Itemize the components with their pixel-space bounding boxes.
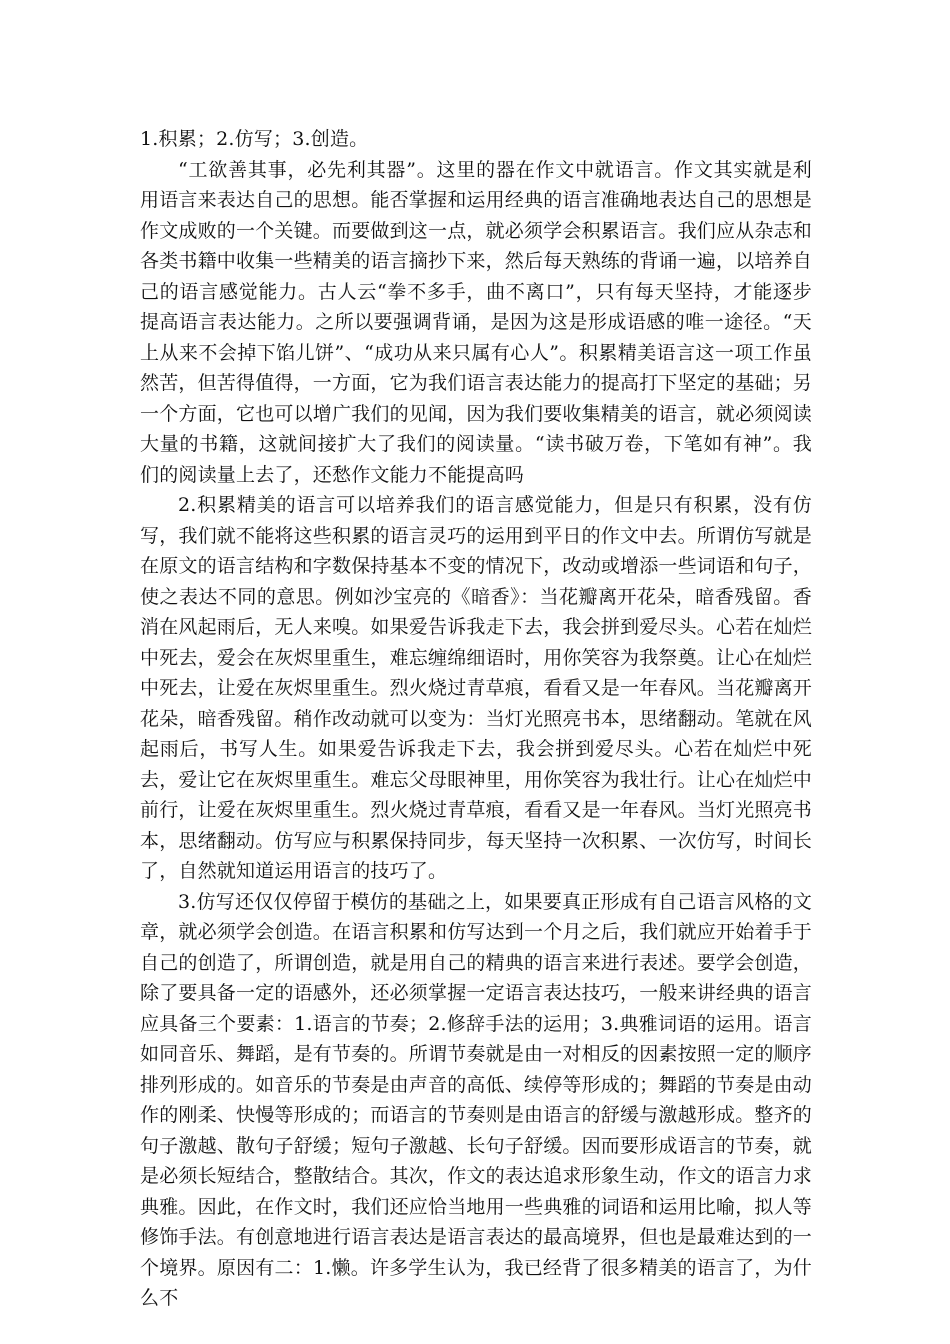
list-summary-paragraph: 1.积累；2.仿写；3.创造。 <box>140 128 369 150</box>
creation-paragraph: 3.仿写还仅仅停留于模仿的基础之上，如果要真正形成有自己语言风格的文章，就必须学会创造。在语言积累和仿写达到一个月之后，我们就应开始着手于自己的创造了，所谓创造，就是用自己的精典的语言来进行表述。要学会创造，除了要具备一定的语感外，还必须掌握一定语言表达技巧，一般来讲经典的语言应具备三个要素：1.语言的节奏；2.修辞手法的运用；3.典雅词语的运用。语言如同音乐、舞蹈，是有节奏的。所谓节奏就是由一对相反的因素按照一定的顺序排列形成的。如音乐的节奏是由声音的高低、续停等形成的；舞蹈的节奏是由动作的刚柔、快慢等形成的；而语言的节奏则是由语言的舒缓与激越形成。整齐的句子激越、散句子舒缓；短句子激越、长句子舒缓。因而要形成语言的节奏，就是必须长短结合，整散结合。其次，作文的表达追求形象生动，作文的语言力求典雅。因此，在作文时，我们还应恰当地用一些典雅的词语和运用比喻，拟人等修饰手法。有创意地进行语言表达是语言表达的最高境界，但也是最难达到的一个境界。原因有二：1.懒。许多学生认为，我已经背了很多精美的语言了，为什么不 <box>140 890 813 1309</box>
accumulation-paragraph: “工欲善其事，必先利其器”。这里的器在作文中就语言。作文其实就是利用语言来表达自己的思想。能否掌握和运用经典的语言准确地表达自己的思想是作文成败的一个关键。而要做到这一点，就必须学会积累语言。我们应从杂志和各类书籍中收集一些精美的语言摘抄下来，然后每天熟练的背诵一遍，以培养自己的语言感觉能力。古人云“拳不多手，曲不离口”，只有每天坚持，才能逐步提高语言表达能力。之所以要强调背诵，是因为这是形成语感的唯一途径。“天上从来不会掉下馅儿饼”、“成功从来只属有心人”。积累精美语言这一项工作虽然苦，但苦得值得，一方面，它为我们语言表达能力的提高打下坚定的基础；另一个方面，它也可以增广我们的见闻，因为我们要收集精美的语言，就必须阅读大量的书籍，这就间接扩大了我们的阅读量。“读书破万卷，下笔如有神”。我们的阅读量上去了，还愁作文能力不能提高吗 <box>140 158 813 486</box>
imitation-paragraph: 2.积累精美的语言可以培养我们的语言感觉能力，但是只有积累，没有仿写，我们就不能将这些积累的语言灵巧的运用到平日的作文中去。所谓仿写就是在原文的语言结构和字数保持基本不变的情况下，改动或增添一些词语和句子，使之表达不同的意思。例如沙宝亮的《暗香》：当花瓣离开花朵，暗香残留。香消在风起雨后，无人来嗅。如果爱告诉我走下去，我会拼到爱尽头。心若在灿烂中死去，爱会在灰烬里重生，难忘缠绵细语时，用你笑容为我祭奠。让心在灿烂中死去，让爱在灰烬里重生。烈火烧过青草痕，看看又是一年春风。当花瓣离开花朵，暗香残留。稍作改动就可以变为：当灯光照亮书本，思绪翻动。笔就在风起雨后，书写人生。如果爱告诉我走下去，我会拼到爱尽头。心若在灿烂中死去，爱让它在灰烬里重生。难忘父母眼神里，用你笑容为我壮行。让心在灿烂中前行，让爱在灰烬里重生。烈火烧过青草痕，看看又是一年春风。当灯光照亮书本，思绪翻动。仿写应与积累保持同步，每天坚持一次积累、一次仿写，时间长了，自然就知道运用语言的技巧了。 <box>140 494 813 882</box>
document-page <box>140 124 812 1314</box>
